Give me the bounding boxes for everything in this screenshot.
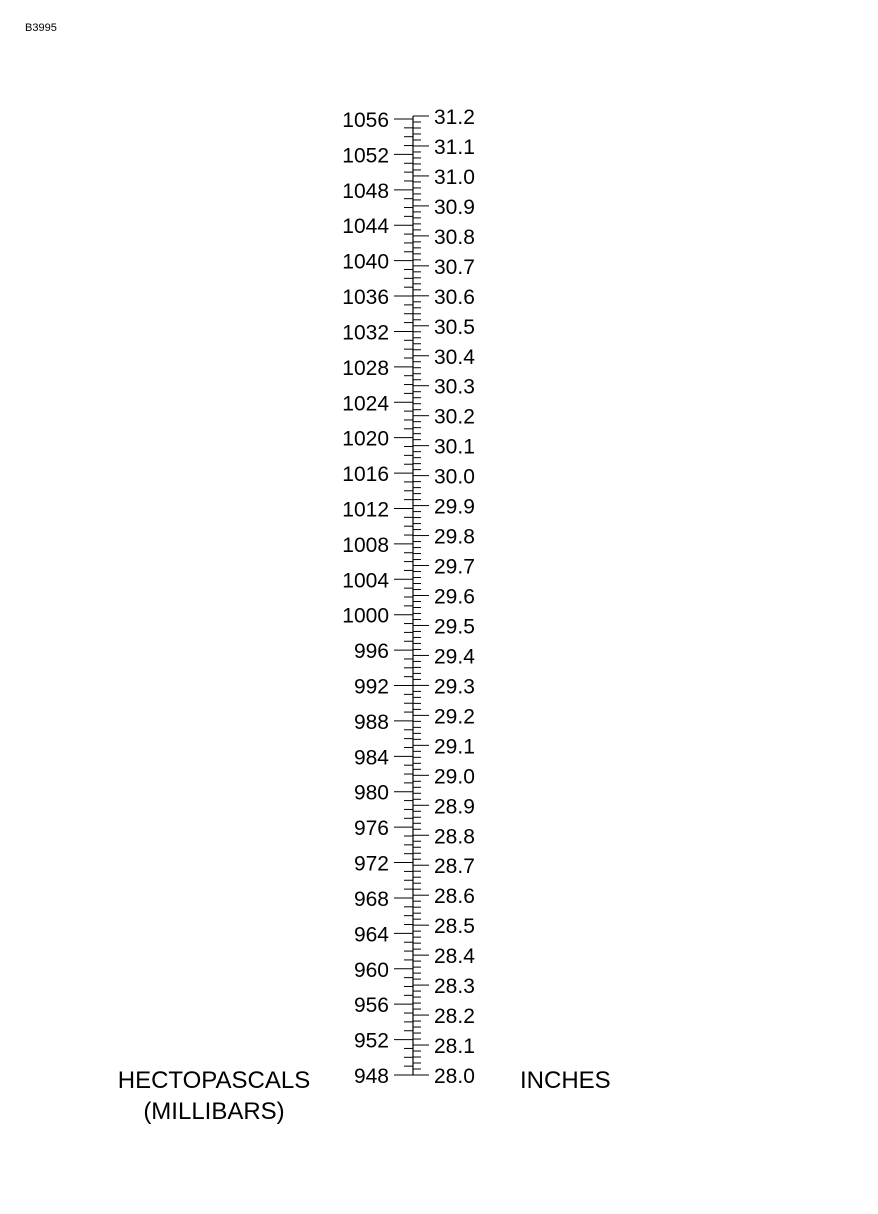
inch-tick-label: 29.4 bbox=[434, 645, 475, 669]
hpa-tick-label: 976 bbox=[353, 817, 389, 841]
inches-unit-label: INCHES bbox=[520, 1067, 611, 1094]
inch-tick-label: 28.5 bbox=[434, 915, 475, 939]
hpa-tick-label: 984 bbox=[353, 746, 389, 770]
inch-tick-label: 28.8 bbox=[434, 825, 475, 849]
inch-tick-label: 28.3 bbox=[434, 975, 475, 999]
inch-tick-label: 30.7 bbox=[434, 255, 475, 279]
hpa-tick-label: 964 bbox=[353, 923, 389, 947]
inch-tick-label: 30.0 bbox=[434, 465, 475, 489]
hpa-tick-label: 1056 bbox=[342, 109, 389, 132]
inch-tick-label: 29.3 bbox=[434, 675, 475, 699]
inch-tick-label: 30.3 bbox=[434, 375, 475, 399]
inch-tick-label: 28.0 bbox=[434, 1065, 475, 1088]
inch-tick-label: 30.9 bbox=[434, 195, 475, 219]
hpa-tick-label: 1004 bbox=[342, 569, 389, 593]
millibars-subtitle: (MILLIBARS) bbox=[143, 1098, 285, 1125]
hpa-tick-label: 1020 bbox=[342, 427, 389, 451]
hpa-tick-label: 1048 bbox=[342, 179, 389, 203]
inch-label-group bbox=[434, 106, 475, 1088]
inch-tick-label: 29.9 bbox=[434, 495, 475, 519]
inch-tick-label: 28.9 bbox=[434, 795, 475, 819]
inch-tick-label: 29.2 bbox=[434, 705, 475, 729]
inch-tick-label: 31.0 bbox=[434, 165, 475, 189]
hpa-tick-label: 1040 bbox=[342, 250, 389, 274]
inch-tick-label: 29.8 bbox=[434, 525, 475, 549]
inch-tick-label: 30.2 bbox=[434, 405, 475, 429]
inch-tick-label: 31.2 bbox=[434, 106, 475, 129]
inch-tick-label: 30.5 bbox=[434, 315, 475, 339]
hpa-tick-label: 1008 bbox=[342, 533, 389, 557]
hpa-tick-label: 972 bbox=[353, 852, 389, 876]
hpa-tick-label: 1024 bbox=[342, 392, 389, 416]
inch-tick-label: 29.0 bbox=[434, 765, 475, 789]
inch-tick-label: 29.5 bbox=[434, 615, 475, 639]
inch-tick-label: 29.7 bbox=[434, 555, 475, 579]
inch-tick-label: 29.6 bbox=[434, 585, 475, 609]
figure-id-label: B3995 bbox=[25, 22, 57, 34]
inch-tick-label: 30.4 bbox=[434, 345, 475, 369]
hpa-tick-label: 1012 bbox=[342, 498, 389, 522]
hpa-tick-label: 1028 bbox=[342, 356, 389, 380]
hpa-tick-label: 968 bbox=[353, 887, 389, 911]
hpa-tick-label: 956 bbox=[353, 994, 389, 1018]
inch-tick-label: 28.4 bbox=[434, 945, 475, 969]
inch-tick-label: 30.1 bbox=[434, 435, 475, 459]
hpa-tick-label: 996 bbox=[353, 640, 389, 664]
hpa-tick-label: 1052 bbox=[342, 144, 389, 168]
inch-tick-label: 30.6 bbox=[434, 285, 475, 309]
inch-tick-label: 30.8 bbox=[434, 225, 475, 249]
inch-tick-group bbox=[413, 116, 429, 1075]
hpa-tick-label: 960 bbox=[353, 958, 389, 982]
hpa-tick-label: 1016 bbox=[342, 463, 389, 487]
hpa-tick-label: 992 bbox=[353, 675, 389, 699]
hectopascals-unit-label bbox=[98, 1065, 330, 1127]
hectopascal-tick-group bbox=[394, 116, 413, 1075]
inch-tick-label: 31.1 bbox=[434, 135, 475, 159]
hpa-tick-label: 948 bbox=[353, 1065, 389, 1088]
inch-tick-label: 28.1 bbox=[434, 1035, 475, 1059]
inch-tick-label: 29.1 bbox=[434, 735, 475, 759]
hpa-tick-label: 1032 bbox=[342, 321, 389, 345]
hectopascals-title: HECTOPASCALS bbox=[117, 1067, 311, 1094]
inch-tick-label: 28.7 bbox=[434, 855, 475, 879]
hpa-tick-label: 1000 bbox=[342, 604, 389, 628]
hpa-tick-label: 980 bbox=[353, 781, 389, 805]
hpa-tick-label: 988 bbox=[353, 710, 389, 734]
hpa-tick-label: 1036 bbox=[342, 286, 389, 310]
hectopascal-label-group bbox=[342, 109, 389, 1088]
inch-tick-label: 28.6 bbox=[434, 885, 475, 909]
hpa-tick-label: 952 bbox=[353, 1029, 389, 1053]
inch-tick-label: 28.2 bbox=[434, 1005, 475, 1029]
hpa-tick-label: 1044 bbox=[342, 215, 389, 239]
